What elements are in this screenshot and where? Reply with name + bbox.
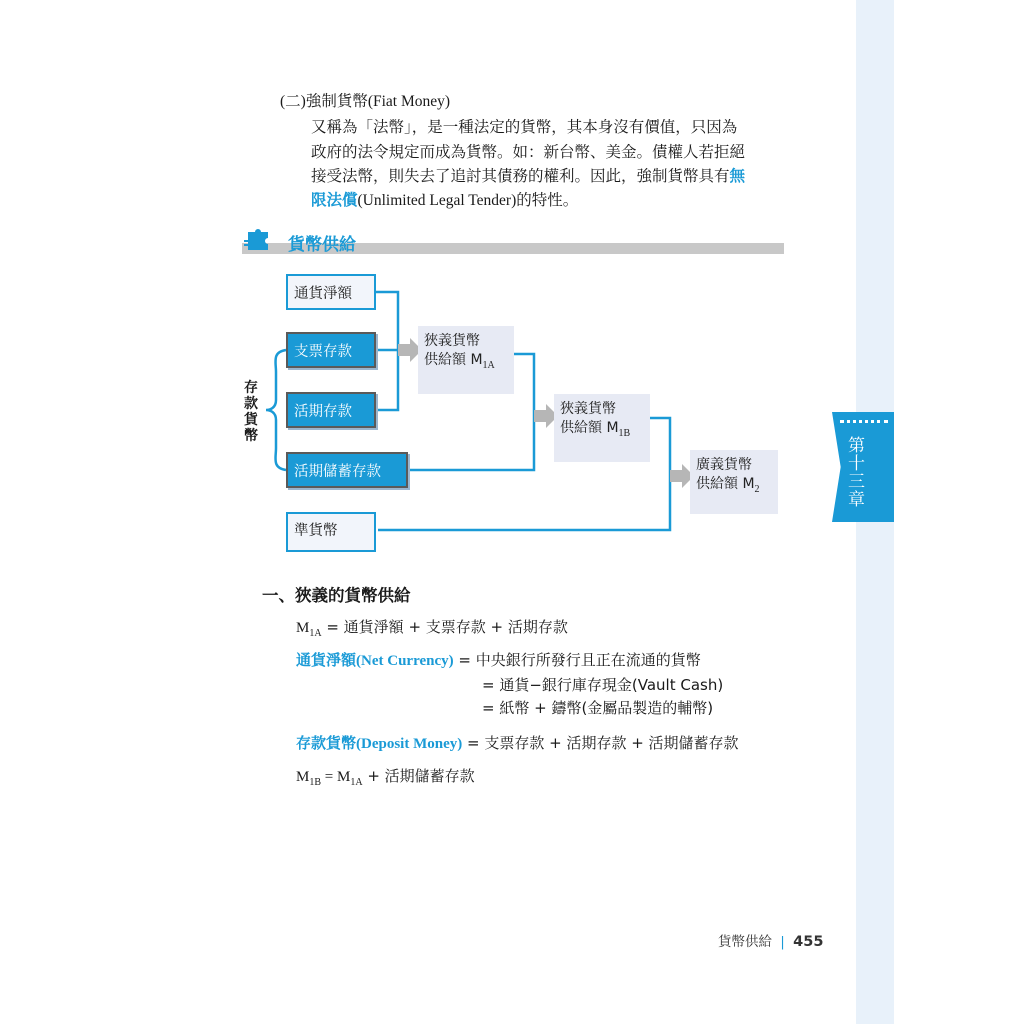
formula-m1b	[296, 766, 475, 793]
formula-m1a-sub: 1A	[309, 628, 322, 639]
result-m1b-line2	[560, 419, 650, 443]
formula-m1a-rhs: = 通貨淨額 + 支票存款 + 活期存款	[321, 618, 568, 636]
box-checking-deposits: 支票存款	[286, 332, 376, 368]
page-number: 455	[793, 934, 824, 950]
result-m1b	[554, 394, 650, 462]
deposit-money-side-label: 存款貨幣	[244, 380, 258, 444]
formula-m1a	[296, 617, 568, 644]
net-currency-rhs-3: = 紙幣 + 鑄幣(金屬品製造的輔幣)	[482, 699, 714, 717]
box-demand-deposits: 活期存款	[286, 392, 376, 428]
deposit-money-rhs: = 支票存款 + 活期存款 + 活期儲蓄存款	[462, 734, 739, 752]
formula-m1b-rhs: + 活期儲蓄存款	[362, 767, 475, 785]
box-quasi-money: 準貨幣	[286, 512, 376, 552]
footer-divider: |	[780, 934, 785, 950]
result-m1a	[418, 326, 514, 394]
net-currency-label: 通貨淨額(Net Currency)	[296, 653, 454, 669]
formula-m1b-sub2: 1A	[350, 777, 363, 788]
footer-title: 貨幣供給	[718, 934, 772, 950]
deposit-money-label: 存款貨幣(Deposit Money)	[296, 736, 463, 752]
result-m1b-label: 供給額 M	[560, 420, 619, 436]
highlight-unlimited-1: 無	[729, 167, 746, 185]
intro-line-4-text: (Unlimited Legal Tender)的特性。	[357, 192, 579, 209]
result-m1a-line1: 狹義貨幣	[424, 333, 480, 349]
result-m1b-sub: 1B	[618, 427, 631, 439]
formula-m1b-m: M	[296, 769, 310, 785]
highlight-unlimited-2: 限法償	[311, 191, 358, 209]
box-savings-deposits: 活期儲蓄存款	[286, 452, 408, 488]
net-currency-rhs-1: = 中央銀行所發行且正在流通的貨幣	[453, 651, 701, 669]
result-m1a-line2	[424, 351, 514, 375]
chapter-tab-label: 第十三章	[844, 436, 864, 508]
result-m2	[690, 450, 778, 514]
intro-line-2: 政府的法令規定而成為貨幣。如：新台幣、美金。債權人若拒絕	[311, 143, 746, 161]
result-m2-line1: 廣義貨幣	[696, 457, 752, 473]
result-m1a-sub: 1A	[482, 359, 495, 371]
result-m2-line2	[696, 475, 778, 499]
narrow-money-heading: 一、狹義的貨幣供給	[262, 586, 411, 605]
formula-net-currency	[296, 650, 701, 671]
formula-deposit-money	[296, 733, 739, 754]
result-m2-label: 供給額 M	[696, 476, 755, 492]
result-m1b-line1: 狹義貨幣	[560, 401, 616, 417]
box-net-currency: 通貨淨額	[286, 274, 376, 310]
formula-m1b-sub: 1B	[309, 777, 322, 788]
result-m2-sub: 2	[754, 483, 760, 495]
result-m1a-label: 供給額 M	[424, 352, 483, 368]
fiat-money-heading: (二)強制貨幣(Fiat Money)	[280, 93, 451, 110]
net-currency-rhs-2: = 通貨−銀行庫存現金(Vault Cash)	[482, 676, 724, 694]
formula-m1a-m: M	[296, 620, 310, 636]
formula-m1b-mid: = M	[321, 769, 351, 785]
intro-line-1: 又稱為「法幣」，是一種法定的貨幣，其本身沒有價值，只因為	[311, 118, 738, 136]
intro-line-3-text: 接受法幣，則失去了追討其債務的權利。因此，強制貨幣具有	[311, 167, 730, 185]
section-title: 貨幣供給	[288, 235, 356, 255]
page-footer	[718, 930, 823, 950]
